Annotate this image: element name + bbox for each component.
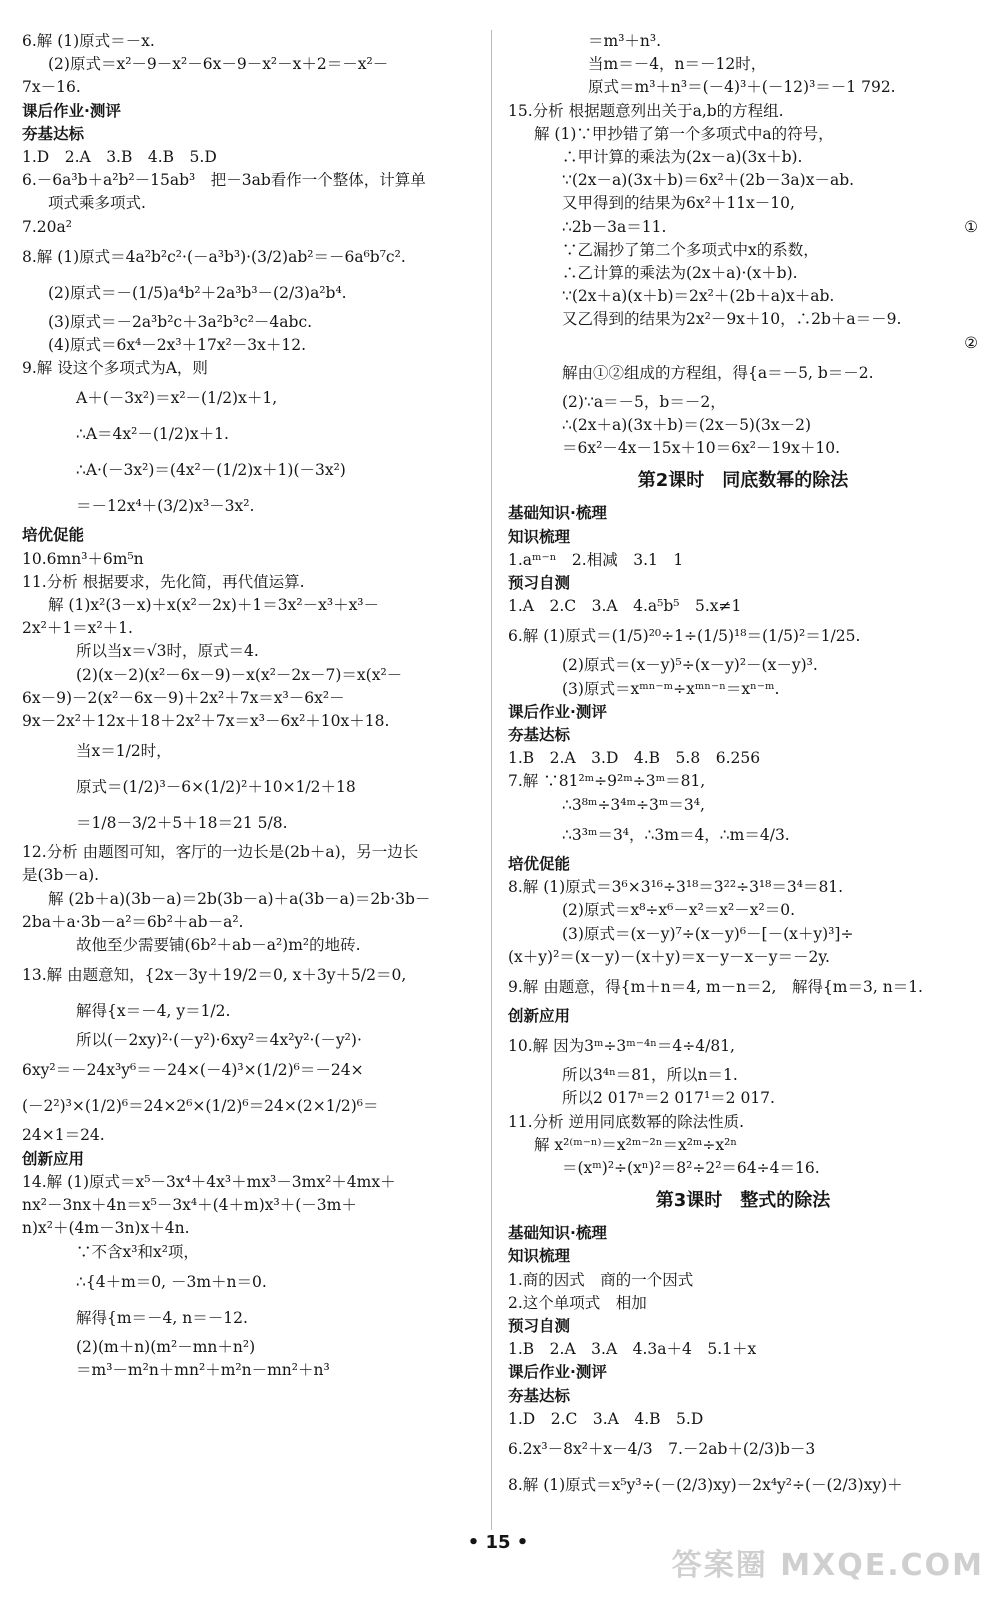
line-text: 解得{x＝－4, y＝1/2. bbox=[76, 1002, 231, 1021]
section-heading bbox=[508, 1361, 978, 1384]
answer-line bbox=[22, 416, 480, 452]
answer-line bbox=[22, 311, 480, 334]
line-text: ＝(xᵐ)²÷(xⁿ)²＝8²÷2²＝64÷4＝16. bbox=[562, 1158, 820, 1177]
line-text: ∵(2x＋a)(x＋b)＝2x²＋(2b＋a)x＋ab. bbox=[562, 287, 835, 306]
answer-line bbox=[508, 437, 978, 460]
line-text: 所以2 017ⁿ＝2 017¹＝2 017. bbox=[562, 1089, 775, 1108]
line-text: 12.分析 由题图可知，客厅的一边长是(2b＋a)，另一边长 bbox=[22, 843, 419, 862]
line-text: 1.B 2.A 3.D 4.B 5.8 6.256 bbox=[508, 749, 761, 768]
answer-line bbox=[22, 841, 480, 864]
line-text: 是(3b－a). bbox=[22, 866, 100, 885]
answer-line bbox=[22, 169, 480, 192]
line-text: nx²－3nx＋4n＝x⁵－3x⁴＋(4＋m)x³＋(－3m＋ bbox=[22, 1196, 357, 1215]
section-heading bbox=[22, 123, 480, 146]
line-text: (2)∵a＝－5，b＝－2， bbox=[562, 392, 726, 411]
line-text: 解 (1)∵甲抄错了第一个多项式中a的符号， bbox=[534, 124, 834, 143]
line-text: ∵乙漏抄了第二个多项式中x的系数， bbox=[562, 240, 819, 259]
line-text: 预习自测 bbox=[508, 1316, 571, 1335]
line-text: 1.A 2.C 3.A 4.a⁵b⁵ 5.x≠1 bbox=[508, 597, 742, 616]
answer-line bbox=[22, 934, 480, 957]
line-text: ＝－12x⁴＋(3/2)x³－3x². bbox=[76, 497, 255, 516]
answer-line bbox=[22, 76, 480, 99]
line-text: 项式乘多项式. bbox=[48, 194, 146, 213]
answer-line bbox=[508, 1338, 978, 1361]
section-heading bbox=[508, 1315, 978, 1338]
line-text: (2)原式＝x²－9－x²－6x－9－x²－x＋2＝－x²－ bbox=[48, 55, 389, 74]
line-text: 知识梳理 bbox=[508, 1247, 571, 1266]
answer-line bbox=[22, 1029, 480, 1052]
answer-line bbox=[508, 678, 978, 701]
answer-line bbox=[22, 380, 480, 416]
answer-line bbox=[508, 414, 978, 437]
line-text: 所以当x＝√3时，原式＝4. bbox=[76, 642, 259, 661]
answer-line bbox=[22, 1124, 480, 1147]
line-text: 当m＝－4，n＝－12时， bbox=[588, 55, 767, 74]
section-heading bbox=[508, 1245, 978, 1268]
answer-line bbox=[508, 1064, 978, 1087]
answer-line bbox=[508, 876, 978, 899]
answer-line bbox=[508, 355, 978, 391]
answer-line bbox=[22, 53, 480, 76]
answer-line bbox=[508, 969, 978, 1005]
line-text: 夯基达标 bbox=[508, 1386, 571, 1405]
line-text: ∵(2x－a)(3x＋b)＝6x²＋(2b－3a)x－ab. bbox=[562, 171, 855, 190]
answer-line bbox=[22, 216, 480, 239]
line-text: 6.解 (1)原式＝－x. bbox=[22, 32, 155, 50]
answer-line bbox=[508, 123, 978, 146]
line-text: ∴甲计算的乘法为(2x－a)(3x＋b). bbox=[562, 148, 803, 167]
line-text: 当x＝1/2时， bbox=[76, 742, 172, 761]
watermark-logo: 答案圈 MXQE.COM bbox=[671, 1548, 984, 1583]
line-text: ＝1/8－3/2＋5＋18＝21 5/8. bbox=[76, 814, 288, 833]
section-heading bbox=[508, 502, 978, 525]
line-text: 原式＝m³＋n³＝(－4)³＋(－12)³＝－1 792. bbox=[588, 78, 896, 97]
answer-line bbox=[22, 1300, 480, 1336]
line-text: n)x²＋(4m－3n)x＋4n. bbox=[22, 1219, 190, 1238]
answer-line bbox=[22, 769, 480, 805]
right-column bbox=[508, 30, 978, 1503]
line-text: 培优促能 bbox=[22, 526, 85, 545]
line-text: 6.－6a³b＋a²b²－15ab³ 把－3ab看作一个整体，计算单 bbox=[22, 171, 426, 190]
answer-line bbox=[22, 357, 480, 380]
line-text: 培优促能 bbox=[508, 854, 571, 873]
line-text: 15.分析 根据题意列出关于a,b的方程组. bbox=[508, 101, 784, 120]
line-text: 10.6mn³＋6m⁵n bbox=[22, 549, 144, 568]
answer-line bbox=[22, 911, 480, 934]
answer-line bbox=[22, 146, 480, 169]
answer-line bbox=[508, 1269, 978, 1292]
section-heading bbox=[508, 1385, 978, 1408]
answer-line bbox=[22, 488, 480, 524]
answer-line bbox=[508, 332, 978, 355]
line-text: 6.2x³－8x²＋x－4/3 7.－2ab＋(2/3)b－3 bbox=[508, 1439, 816, 1458]
answer-line bbox=[508, 1028, 978, 1064]
line-text: 7x－16. bbox=[22, 78, 81, 97]
section-heading bbox=[22, 524, 480, 547]
answer-line bbox=[508, 308, 978, 331]
line-text: 原式＝(1/2)³－6×(1/2)²＋10×1/2＋18 bbox=[76, 778, 356, 797]
line-text: 1.aᵐ⁻ⁿ 2.相减 3.1 1 bbox=[508, 550, 684, 569]
answer-line bbox=[508, 1292, 978, 1315]
line-text: 2x²＋1＝x²＋1. bbox=[22, 619, 133, 638]
answer-line bbox=[22, 239, 480, 275]
answer-line bbox=[22, 664, 480, 687]
equation-marker: ② bbox=[964, 333, 978, 352]
answer-line bbox=[508, 794, 978, 817]
line-text: 6xy²＝－24x³y⁶＝－24×(－4)³×(1/2)⁶＝－24× bbox=[22, 1061, 364, 1080]
line-text: ∴3⁸ᵐ÷3⁴ᵐ÷3ᵐ＝3⁴, bbox=[562, 795, 705, 814]
line-text: (2)(x－2)(x²－6x－9)－x(x²－2x－7)＝x(x²－ bbox=[76, 665, 403, 684]
line-text: 9.解 由题意，得{m＋n＝4, m－n＝2, 解得{m＝3, n＝1. bbox=[508, 977, 923, 996]
page-number: • 15 • bbox=[467, 1532, 529, 1553]
section-heading bbox=[508, 724, 978, 747]
line-text: 夯基达标 bbox=[22, 124, 85, 143]
answer-line bbox=[508, 549, 978, 572]
line-text: 所以3⁴ⁿ＝81，所以n＝1. bbox=[562, 1066, 738, 1085]
line-text: 知识梳理 bbox=[508, 527, 571, 546]
answer-line bbox=[22, 1336, 480, 1359]
line-text: 基础知识·梳理 bbox=[508, 1224, 607, 1243]
line-text: 课后作业·测评 bbox=[508, 1363, 607, 1382]
answer-line bbox=[22, 1194, 480, 1217]
answer-line bbox=[22, 275, 480, 311]
section-heading bbox=[508, 701, 978, 724]
lesson-heading bbox=[508, 460, 978, 502]
line-text: 2.这个单项式 相加 bbox=[508, 1293, 647, 1312]
answer-line bbox=[22, 957, 480, 993]
line-text: (－2²)³×(1/2)⁶＝24×2⁶×(1/2)⁶＝24×(2×1/2)⁶＝ bbox=[22, 1097, 379, 1116]
answer-line bbox=[508, 216, 978, 239]
line-text: 10.解 因为3ᵐ÷3ᵐ⁻⁴ⁿ＝4÷4/81, bbox=[508, 1037, 735, 1056]
line-text: (4)原式＝6x⁴－2x³＋17x²－3x＋12. bbox=[48, 336, 307, 355]
line-text: (x＋y)²＝(x－y)－(x＋y)＝x－y－x－y＝－2y. bbox=[508, 947, 830, 966]
line-text: 解得{m＝－4, n＝－12. bbox=[76, 1308, 248, 1327]
answer-line bbox=[508, 1431, 978, 1467]
line-text: (2)原式＝－(1/5)a⁴b²＋2a³b³－(2/3)a²b⁴. bbox=[48, 283, 347, 302]
line-text: 基础知识·梳理 bbox=[508, 504, 607, 523]
line-text: ∴{4＋m＝0, －3m＋n＝0. bbox=[76, 1272, 267, 1291]
line-text: 解 x²⁽ᵐ⁻ⁿ⁾＝x²ᵐ⁻²ⁿ＝x²ᵐ÷x²ⁿ bbox=[534, 1135, 738, 1154]
line-text: ∴A＝4x²－(1/2)x＋1. bbox=[76, 425, 229, 444]
line-text: 故他至少需要铺(6b²＋ab－a²)m²的地砖. bbox=[76, 936, 361, 955]
line-text: 9x－2x²＋12x＋18＋2x²＋7x＝x³－6x²＋10x＋18. bbox=[22, 712, 390, 731]
answer-line bbox=[22, 1359, 480, 1382]
answer-line bbox=[22, 548, 480, 571]
answer-line bbox=[22, 452, 480, 488]
answer-line bbox=[22, 1088, 480, 1124]
section-heading bbox=[508, 526, 978, 549]
answer-line bbox=[508, 192, 978, 215]
line-text: 解 (2b＋a)(3b－a)＝2b(3b－a)＋a(3b－a)＝2b·3b－ bbox=[48, 889, 431, 908]
answer-line bbox=[508, 1134, 978, 1157]
answer-line bbox=[22, 888, 480, 911]
answer-line bbox=[22, 687, 480, 710]
lesson-heading bbox=[508, 1180, 978, 1222]
answer-line bbox=[508, 239, 978, 262]
answer-line bbox=[508, 285, 978, 308]
line-text: 1.B 2.A 3.A 4.3a＋4 5.1＋x bbox=[508, 1340, 757, 1359]
answer-line bbox=[508, 618, 978, 654]
answer-line bbox=[22, 594, 480, 617]
answer-line bbox=[508, 946, 978, 969]
answer-line bbox=[508, 747, 978, 770]
line-text: 1.D 2.C 3.A 4.B 5.D bbox=[508, 1409, 704, 1428]
answer-line bbox=[508, 1467, 978, 1503]
answer-line bbox=[508, 654, 978, 677]
answer-line bbox=[22, 617, 480, 640]
answer-line bbox=[508, 53, 978, 76]
line-text: 预习自测 bbox=[508, 574, 571, 593]
answer-line bbox=[508, 770, 978, 793]
answer-line bbox=[508, 30, 978, 53]
line-text: (2)(m＋n)(m²－mn＋n²) bbox=[76, 1337, 256, 1356]
answer-line bbox=[508, 100, 978, 123]
answer-line bbox=[508, 262, 978, 285]
equation-marker: ① bbox=[964, 217, 978, 236]
line-text: 1.商的因式 商的一个因式 bbox=[508, 1270, 694, 1289]
line-text: 2ba＋a·3b－a²＝6b²＋ab－a². bbox=[22, 912, 244, 931]
answer-line bbox=[22, 993, 480, 1029]
line-text: 创新应用 bbox=[22, 1149, 85, 1168]
answer-line bbox=[22, 30, 480, 53]
answer-line bbox=[22, 334, 480, 357]
answer-line bbox=[508, 899, 978, 922]
section-heading bbox=[22, 100, 480, 123]
answer-line bbox=[508, 391, 978, 414]
line-text: 8.解 (1)原式＝x⁵y³÷(－(2/3)xy)－2x⁴y²÷(－(2/3)xy)＋ bbox=[508, 1475, 903, 1494]
column-divider bbox=[491, 30, 492, 1530]
line-text: 9.解 设这个多项式为A，则 bbox=[22, 359, 208, 378]
line-text: 7.20a² bbox=[22, 217, 72, 236]
section-heading bbox=[22, 1148, 480, 1171]
answer-line bbox=[22, 1264, 480, 1300]
line-text: ∴2b－3a＝11. bbox=[562, 217, 667, 236]
line-text: 第2课时 同底数幂的除法 bbox=[637, 470, 849, 492]
section-heading bbox=[508, 1005, 978, 1028]
answer-line bbox=[22, 864, 480, 887]
line-text: ∴3³ᵐ＝3⁴，∴3m＝4，∴m＝4/3. bbox=[562, 825, 790, 844]
line-text: (3)原式＝－2a³b²c＋3a²b³c²－4abc. bbox=[48, 312, 313, 331]
line-text: 11.分析 逆用同底数幂的除法性质. bbox=[508, 1112, 745, 1131]
line-text: 第3课时 整式的除法 bbox=[655, 1190, 831, 1212]
line-text: ＝m³＋n³. bbox=[588, 32, 662, 50]
line-text: 11.分析 根据要求，先化简，再代值运算. bbox=[22, 572, 305, 591]
line-text: 13.解 由题意知，{2x－3y＋19/2＝0, x＋3y＋5/2＝0, bbox=[22, 966, 407, 985]
line-text: 又乙得到的结果为2x²－9x＋10，∴2b＋a＝－9. bbox=[562, 310, 902, 329]
line-text: (2)原式＝x⁸÷x⁶－x²＝x²－x²＝0. bbox=[562, 901, 796, 920]
left-column bbox=[22, 30, 480, 1382]
answer-line bbox=[22, 1052, 480, 1088]
section-heading bbox=[508, 853, 978, 876]
line-text: 8.解 (1)原式＝4a²b²c²·(－a³b³)·(3/2)ab²＝－6a⁶b⁷c². bbox=[22, 247, 406, 266]
line-text: 解 (1)x²(3－x)＋x(x²－2x)＋1＝3x²－x³＋x³－ bbox=[48, 596, 380, 615]
line-text: ＝6x²－4x－15x＋10＝6x²－19x＋10. bbox=[562, 439, 841, 458]
line-text: A＋(－3x²)＝x²－(1/2)x＋1, bbox=[76, 389, 278, 408]
line-text: (3)原式＝xᵐⁿ⁻ᵐ÷xᵐⁿ⁻ⁿ＝xⁿ⁻ᵐ. bbox=[562, 679, 780, 698]
answer-line bbox=[508, 169, 978, 192]
line-text: 夯基达标 bbox=[508, 726, 571, 745]
line-text: (2)原式＝(x－y)⁵÷(x－y)²－(x－y)³. bbox=[562, 656, 818, 675]
line-text: 8.解 (1)原式＝3⁶×3¹⁶÷3¹⁸＝3²²÷3¹⁸＝3⁴＝81. bbox=[508, 878, 844, 897]
line-text: 7.解 ∵81²ᵐ÷9²ᵐ÷3ᵐ＝81, bbox=[508, 772, 706, 791]
line-text: 6x－9)－2(x²－6x－9)＋2x²＋7x＝x³－6x²－ bbox=[22, 688, 345, 707]
answer-line bbox=[22, 640, 480, 663]
answer-line bbox=[508, 923, 978, 946]
line-text: 又甲得到的结果为6x²＋11x－10, bbox=[562, 194, 795, 213]
answer-line bbox=[508, 1157, 978, 1180]
answer-line bbox=[508, 1408, 978, 1431]
line-text: ∴(2x＋a)(3x＋b)＝(2x－5)(3x－2) bbox=[562, 416, 812, 435]
answer-line bbox=[22, 733, 480, 769]
line-text: 课后作业·测评 bbox=[508, 702, 607, 721]
line-text: 所以(－2xy)²·(－y²)·6xy²＝4x²y²·(－y²)· bbox=[76, 1031, 362, 1050]
section-heading bbox=[508, 572, 978, 595]
line-text: 解由①②组成的方程组，得{a＝－5, b＝－2. bbox=[562, 363, 874, 382]
line-text: 课后作业·测评 bbox=[22, 101, 121, 120]
section-heading bbox=[508, 1222, 978, 1245]
line-text: (3)原式＝(x－y)⁷÷(x－y)⁶－[－(x＋y)³]÷ bbox=[562, 924, 854, 943]
answer-line bbox=[22, 571, 480, 594]
line-text: 1.D 2.A 3.B 4.B 5.D bbox=[22, 148, 217, 167]
line-text: 创新应用 bbox=[508, 1006, 571, 1025]
answer-line bbox=[22, 710, 480, 733]
answer-line bbox=[508, 1111, 978, 1134]
answer-line bbox=[22, 1217, 480, 1240]
answer-line bbox=[22, 805, 480, 841]
answer-line bbox=[508, 1087, 978, 1110]
answer-line bbox=[508, 595, 978, 618]
answer-line bbox=[508, 76, 978, 99]
line-text: 6.解 (1)原式＝(1/5)²⁰÷1÷(1/5)¹⁸＝(1/5)²＝1/25. bbox=[508, 627, 861, 646]
answer-line bbox=[22, 1241, 480, 1264]
line-text: 24×1＝24. bbox=[22, 1126, 105, 1145]
line-text: ∴乙计算的乘法为(2x＋a)·(x＋b). bbox=[562, 264, 798, 283]
line-text: ∵不含x³和x²项， bbox=[76, 1242, 199, 1261]
line-text: ＝m³－m²n＋mn²＋m²n－mn²＋n³ bbox=[76, 1360, 330, 1379]
answer-line bbox=[508, 817, 978, 853]
line-text: 14.解 (1)原式＝x⁵－3x⁴＋4x³＋mx³－3mx²＋4mx＋ bbox=[22, 1172, 396, 1191]
answer-line bbox=[508, 146, 978, 169]
answer-line bbox=[22, 1171, 480, 1194]
answer-line bbox=[22, 192, 480, 215]
line-text: ∴A·(－3x²)＝(4x²－(1/2)x＋1)(－3x²) bbox=[76, 461, 346, 480]
